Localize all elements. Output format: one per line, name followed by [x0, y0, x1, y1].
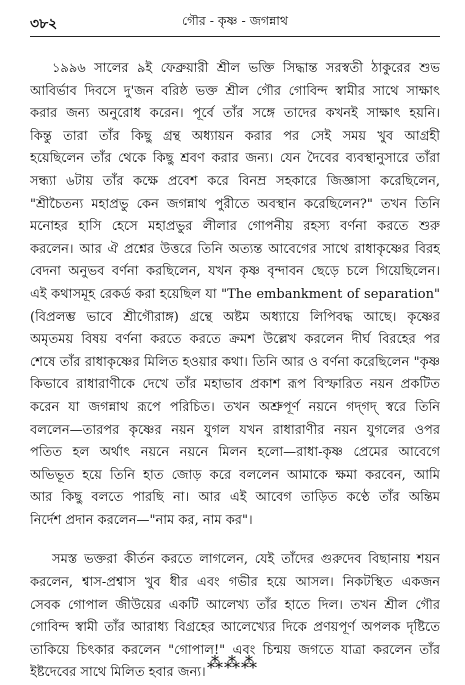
text-line: বেদনা অনুভব বর্ণনা করছিলেন, যখন কৃষ্ণ বৃন্দাবন ছেড়ে চলে গিয়েছিলেন।: [30, 264, 440, 280]
text-line: সন্ধ্যা ৬টায় তাঁর কক্ষে প্রবেশ করে বিনম্র সহকারে জিজ্ঞাসা করেছিলেন,: [30, 173, 440, 189]
text-line: শেষে তাঁর রাধাকৃষ্ণের মিলিত হওয়ার কথা। তিনি আর ও বর্ণনা করেছিলেন "কৃষ্ণ: [30, 354, 440, 370]
text-line: হয়েছিলেন তাঁর থেকে কিছু শ্রবণ করার জন্য। যেন দৈবের ব্যবস্থানুসারে তাঁরা: [30, 151, 440, 167]
page-header: [30, 12, 440, 34]
text-line: (বিপ্রলম্ভ ভাবে শ্রীগৌরাঙ্গ) গ্রন্থে অষ্টম অধ্যায়ে লিপিবদ্ধ আছে। কৃষ্ণের: [30, 309, 440, 325]
text-line: সমস্ত ভক্তরা কীর্তন করতে লাগলেন, যেই তাঁদের গুরুদেব বিছানায় শয়ন: [52, 552, 440, 568]
text-line: আর কিছু বলতে পারছি না। আর এই আবেগ তাড়িত কণ্ঠে তাঁর অন্তিম: [30, 490, 440, 506]
running-head: গৌর - কৃষ্ণ - জগন্নাথ: [182, 13, 288, 28]
text-line: ইষ্টদেবের সাথে মিলিত হবার জন্য।: [30, 665, 206, 681]
text-line: করলেন, শ্বাস-প্রশ্বাস খুব ধীর এবং গভীর হয়ে আসল। নিকটস্থিত একজন: [30, 575, 440, 591]
text-line: বললেন—তারপর কৃষ্ণের নয়ন যুগল যখন রাধারাণীর নয়ন যুগলের ওপর: [30, 422, 440, 438]
text-line: অমৃতময় বিষয় বর্ণনা করতে করতে ক্রমশ উল্লেখ করলেন দীর্ঘ বিরহের পর: [30, 332, 440, 348]
paragraph-1: [30, 58, 440, 532]
text-line: "শ্রীচৈতন্য মহাপ্রভু কেন জগন্নাথ পুরীতে অবস্থান করেছিলেন?" তখন তিনি: [30, 196, 440, 212]
paragraph-gap: [30, 532, 440, 549]
text-line: ১৯৯৬ সালের ৯ই ফেব্রুয়ারী শ্রীল ভক্তি সিদ্ধান্ত সরস্বতী ঠাকুরের শুভ: [52, 61, 440, 76]
text-line: মনোহর হাসি হেসে মহাপ্রভুর লীলার গোপনীয় রহস্য বর্ণনা করতে শুরু: [30, 219, 440, 235]
text-line: গোবিন্দ স্বামী তাঁর আরাধ্য বিগ্রহের আলেখ্যের দিকে প্রণয়পূর্ণ অপলক দৃষ্টিতে: [30, 620, 440, 636]
end-ornament: ⁂⁂⁂: [207, 653, 258, 672]
text-line: অভিভূত হয়ে তিনি হাত জোড় করে বললেন আমাকে ক্ষমা করবেন, আমি: [30, 467, 440, 483]
text-line: কিন্তু তারা তাঁর কিছু গ্রন্থ অধ্যায়ন করার পর সেই সময় খুব আগ্রহী: [30, 128, 440, 144]
text-line: পতিত হল অর্থাৎ নয়নে নয়নে মিলন হলো—রাধা-কৃষ্ণ প্রেমের আবেগে: [30, 445, 440, 461]
page-number: ৩৮২: [30, 16, 58, 32]
text-line: আবির্ভাব দিবসে দু'জন বরিষ্ঠ ভক্ত শ্রীল গৌর গোবিন্দ স্বামীর সাথে সাক্ষাৎ: [30, 83, 440, 99]
text-line: করেন যা জগন্নাথ রূপে পরিচিত। তখন অশ্রুপূর্ণ নয়নে গদ্‌গদ্ স্বরে তিনি: [30, 399, 440, 415]
header-rule: [30, 36, 440, 37]
body-text: [30, 58, 440, 685]
text-line: কিভাবে রাধারাণীকে দেখে তাঁর মহাভাব প্রকাশ রূপ বিস্ফারিত নয়ন প্রকটিত: [30, 377, 440, 393]
text-line: সেবক গোপাল জীউয়ের একটি আলেখ্য তাঁর হাতে দিল। তখন শ্রীল গৌর: [30, 597, 440, 613]
text-line: করার জন্য অনুরোধ করেন। পূর্বে তাঁর সঙ্গে তাদের কখনই সাক্ষাৎ হয়নি।: [30, 106, 440, 122]
text-line: নির্দেশ প্রদান করলেন—"নাম কর, নাম কর"।: [30, 512, 253, 528]
text-line: করলেন। আর ঐ প্রশ্নের উত্তরে তিনি অত্যন্ত আবেগের সাথে রাধাকৃষ্ণের বিরহ: [30, 241, 440, 257]
text-line: এই কথাসমূহ রেকর্ড করা হয়েছিল যা "The embankment of separation": [30, 286, 440, 302]
text-line: তাকিয়ে চিৎকার করলেন "গোপাল!" এবং চিন্ময় জগতে যাত্রা করলেন তাঁর: [30, 642, 440, 658]
